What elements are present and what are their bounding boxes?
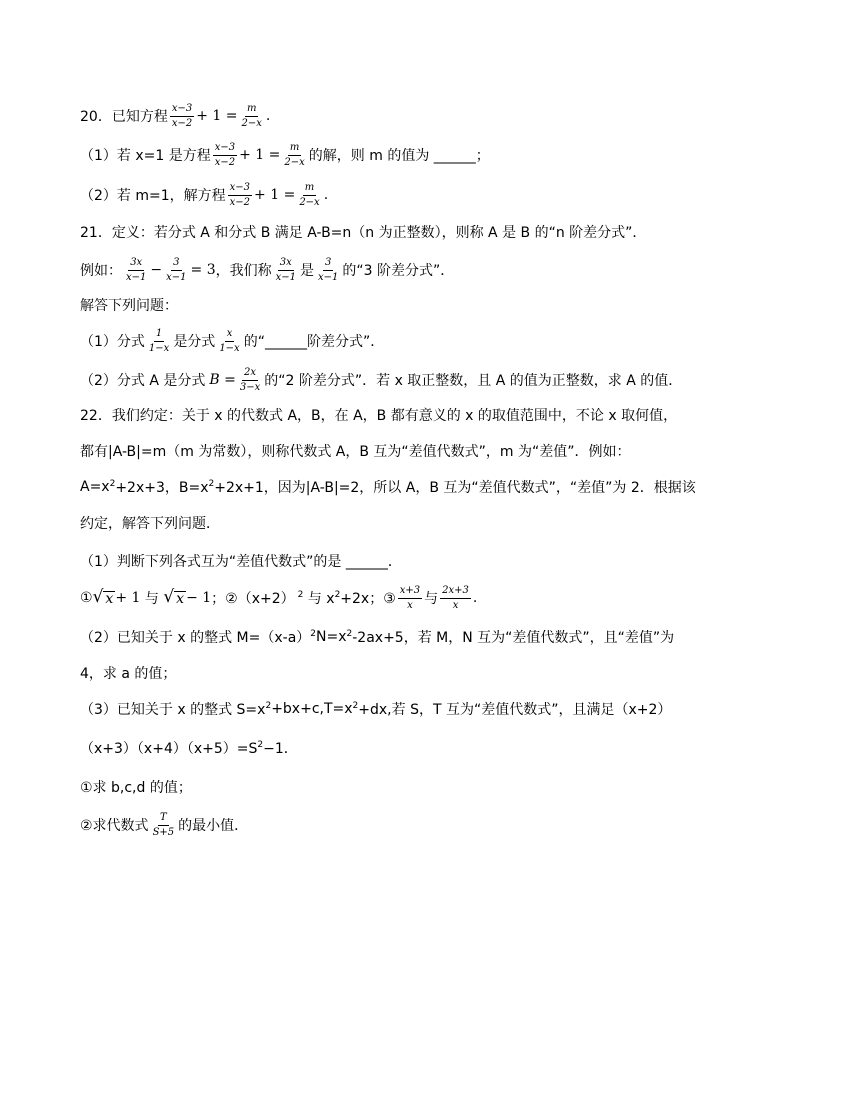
q22-line-3 — [80, 472, 696, 502]
q22-line-2 — [80, 436, 631, 466]
q21-example-frac-4 — [316, 258, 340, 283]
superscript: 2 — [265, 701, 272, 711]
q21-example-frac-1 — [124, 258, 148, 283]
frac-numerator: 1 — [154, 329, 164, 342]
q22-part1-text: （1）判断下列各式互为“差值代数式”的是 ______． — [80, 554, 402, 570]
q21-example-frac-2 — [164, 258, 188, 283]
q21-part1-mid: 是分式 — [173, 334, 216, 350]
q22-options — [80, 583, 477, 613]
radical-sign-icon: √ — [163, 586, 175, 607]
frac-numerator: 2x+3 — [440, 586, 471, 599]
q21-part1-frac-1 — [147, 329, 171, 354]
frac-denominator: x — [452, 599, 459, 611]
opt2-yu: 与 x — [303, 591, 335, 607]
q21-example-mid: ，我们称 — [215, 263, 272, 279]
q20-part2-frac-left — [228, 183, 252, 208]
superscript: 2 — [109, 479, 116, 489]
frac-denominator: x — [407, 599, 413, 611]
q20-part1-suffix: 的解，则 m 的值为 ______； — [308, 148, 490, 164]
superscript: 2 — [334, 590, 341, 600]
frac-denominator: 1−x — [148, 342, 170, 354]
q20-part1-prefix: （1）若 x=1 是方程 — [80, 148, 211, 164]
radicand: x — [105, 590, 114, 607]
q21-part1-suffix: 的“______阶差分式”． — [243, 334, 385, 350]
frac-denominator: x−2 — [214, 156, 236, 168]
frac-denominator: S+5 — [152, 826, 175, 838]
q22-part3a: （3）已知关于 x 的整式 S=x — [80, 702, 266, 718]
q22-part3e: −1． — [263, 741, 298, 757]
superscript: 2 — [208, 479, 215, 489]
frac-numerator: x−3 — [170, 104, 194, 117]
equals-three: = 3 — [190, 262, 216, 278]
q22-line-3c: +2x+1，因为|A-B|=2，所以 A，B 互为“差值代数式”，“差值”为 2．根据该 — [214, 480, 696, 496]
q20-stem-frac-left — [170, 104, 194, 129]
frac-numerator: 3x — [278, 258, 294, 271]
opt2-tail: +2x；③ — [340, 591, 396, 607]
q20-part1-frac-left — [213, 143, 237, 168]
q22-part2c: -2ax+5，若 M，N 互为“差值代数式”，且“差值”为 — [352, 630, 675, 646]
q22-part2d: 4，求 a 的值； — [80, 666, 177, 682]
q20-stem — [80, 101, 270, 131]
q22-part2a: （2）已知关于 x 的整式 M=（x-a） — [80, 630, 311, 646]
q21-part2-frac — [238, 368, 262, 393]
frac-denominator: x−1 — [126, 271, 147, 283]
minus-sign: − — [150, 262, 163, 278]
frac-denominator: 2−x — [299, 196, 320, 208]
q20-part2 — [80, 180, 328, 210]
q22-sub2 — [80, 810, 248, 840]
opt3-frac-2 — [440, 586, 471, 611]
q21-part2-prefix: （2）分式 A 是分式 — [80, 373, 206, 389]
frac-denominator: x−2 — [171, 117, 193, 129]
frac-numerator: m — [303, 183, 316, 196]
q22-part3-line-1 — [80, 694, 671, 724]
q21-example-frac-3 — [274, 258, 298, 283]
q22-sub1-text: ①求 b,c,d 的值； — [80, 780, 192, 796]
frac-numerator: x+3 — [398, 586, 422, 599]
opt1-minus: − 1 — [186, 590, 212, 606]
q21-prompt-text: 解答下列问题： — [80, 298, 178, 314]
opt1-sep: ；②（x+2） — [211, 591, 295, 607]
radicand: x — [176, 590, 185, 607]
frac-denominator: x−1 — [166, 271, 187, 283]
q22-line-3a: A=x — [80, 479, 110, 495]
q21-part1 — [80, 326, 384, 356]
q22-line-1 — [80, 400, 677, 430]
q20-part2-frac-right — [297, 183, 321, 208]
sqrt-x-1 — [92, 586, 116, 607]
q21-part2-suffix: 的“2 阶差分式”．若 x 取正整数，且 A 的值为正整数，求 A 的值． — [264, 373, 683, 389]
superscript: 2 — [310, 629, 317, 639]
q20-plus-one: + 1 = — [196, 108, 238, 124]
superscript: 2 — [297, 590, 304, 600]
q22-line-2-text: 都有|A-B|=m（m 为常数），则称代数式 A，B 互为“差值代数式”，m 为“差值”．例如： — [80, 444, 631, 460]
q21-part1-frac-2 — [217, 329, 241, 354]
frac-numerator: x — [225, 329, 235, 342]
q20-part1-frac-right — [282, 143, 306, 168]
q21-example-prefix: 例如： — [80, 263, 122, 279]
q21-example-shi: 是 — [300, 263, 314, 279]
frac-numerator: x−3 — [228, 183, 252, 196]
q20-plus-one: + 1 = — [239, 147, 281, 163]
q22-part3d: （x+3）（x+4）（x+5）=S — [80, 741, 258, 757]
q20-part1 — [80, 140, 490, 170]
frac-denominator: 3−x — [239, 381, 261, 393]
superscript: 2 — [352, 701, 359, 711]
opt3-yu: 与 — [424, 591, 439, 607]
q22-sub1 — [80, 772, 192, 802]
period: . — [323, 187, 329, 203]
q20-part2-prefix: （2）若 m=1，解方程 — [80, 188, 226, 204]
q21-part2-B: B = — [209, 372, 236, 388]
frac-numerator: 2x — [242, 368, 258, 381]
superscript: 2 — [257, 740, 264, 750]
q20-stem-frac-right — [240, 104, 264, 129]
frac-denominator: 1−x — [219, 342, 240, 354]
sqrt-x-2 — [163, 586, 186, 607]
opt1-yu: 与 — [140, 591, 164, 607]
q22-part2b: N=x — [316, 629, 347, 645]
q21-example-suffix: 的“3 阶差分式”． — [342, 263, 455, 279]
q22-sub2-frac — [151, 813, 177, 838]
q21-part2 — [80, 365, 682, 395]
frac-numerator: m — [288, 143, 301, 156]
q22-part3c: +dx,若 S，T 互为“差值代数式”，且满足（x+2） — [358, 702, 672, 718]
frac-denominator: x−1 — [318, 271, 339, 283]
period: . — [472, 590, 478, 606]
q21-part1-prefix: （1）分式 — [80, 334, 145, 350]
q20-plus-one: + 1 = — [254, 187, 296, 203]
frac-denominator: x−1 — [275, 271, 296, 283]
q22-sub2-prefix: ②求代数式 — [80, 818, 149, 834]
q21-definition-text: 21．定义：若分式 A 和分式 B 满足 A-B=n（n 为正整数），则称 A 是 B 的“n 阶差分式”． — [80, 225, 647, 241]
q22-part2-line-1 — [80, 622, 674, 652]
opt3-frac-1 — [398, 586, 422, 611]
q22-part3-line-2 — [80, 733, 298, 763]
frac-denominator: 2−x — [241, 117, 262, 129]
q22-line-4-text: 约定，解答下列问题． — [80, 516, 220, 532]
frac-numerator: T — [158, 813, 169, 826]
frac-numerator: 3x — [128, 258, 144, 271]
frac-numerator: 3 — [323, 258, 333, 271]
q22-part2-line-2 — [80, 658, 176, 688]
q22-line-3b: +2x+3，B=x — [115, 480, 209, 496]
q22-sub2-suffix: 的最小值． — [178, 818, 249, 834]
frac-numerator: 3 — [171, 258, 181, 271]
frac-denominator: x−2 — [229, 196, 251, 208]
q22-part3b: +bx+c,T=x — [271, 701, 353, 717]
superscript: 2 — [346, 629, 353, 639]
q21-example — [80, 255, 454, 285]
q21-definition — [80, 217, 646, 247]
q22-line-1-text: 22．我们约定：关于 x 的代数式 A，B，在 A，B 都有意义的 x 的取值范围中，不论 x 取何值， — [80, 408, 678, 424]
frac-numerator: m — [245, 104, 258, 117]
radical-sign-icon: √ — [92, 586, 104, 607]
frac-denominator: 2−x — [284, 156, 305, 168]
period: . — [265, 108, 271, 124]
option-1-mark: ① — [80, 590, 93, 606]
q20-stem-text: 20．已知方程 — [80, 109, 168, 125]
q22-line-4 — [80, 508, 220, 538]
q22-part1 — [80, 546, 402, 576]
q21-prompt — [80, 290, 178, 320]
opt1-plus: + 1 — [115, 590, 141, 606]
frac-numerator: x−3 — [213, 143, 237, 156]
